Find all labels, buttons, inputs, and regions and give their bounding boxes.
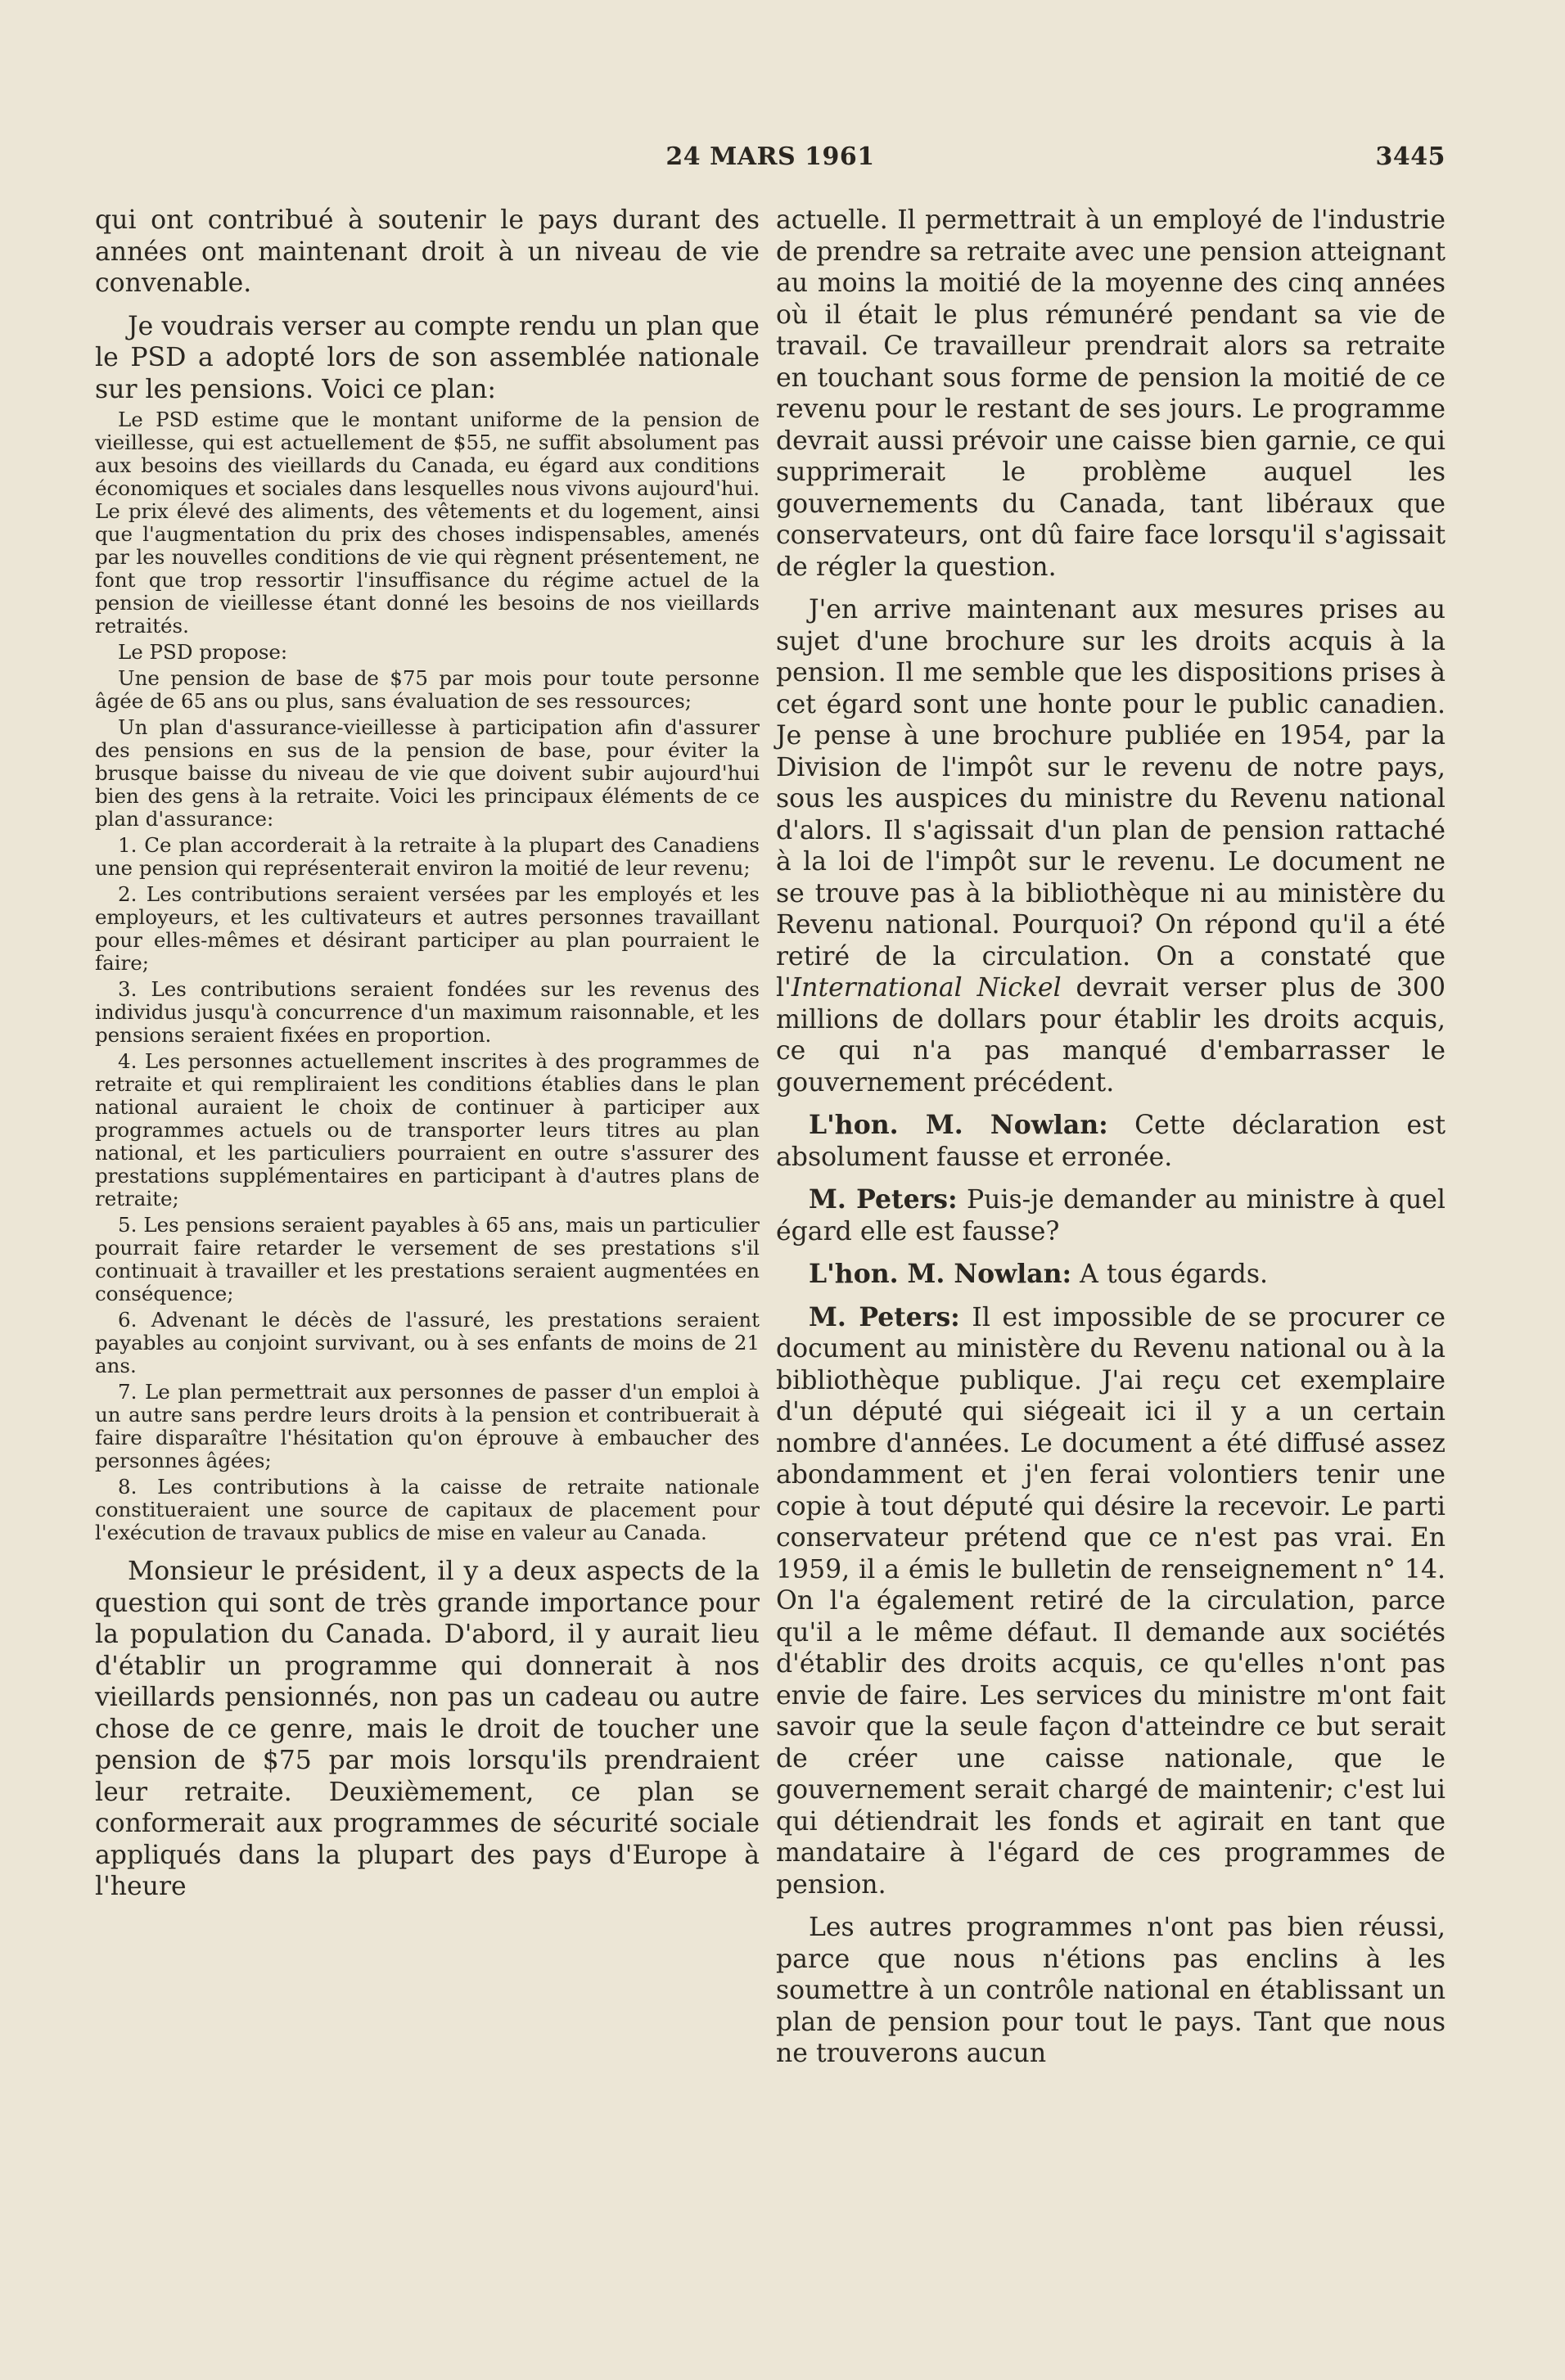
speech [776, 1259, 1445, 1291]
paragraph: Monsieur le président, il y a deux aspects de la question qui sont de très grande importance pour la population du Canada. D'abord, il y aurait lieu d'établir un programme qui donnerait à nos vieillards pensionnés, non pas un cadeau ou autre chose de ce genre, mais le droit de toucher une pension de $75 par mois lorsqu'ils prendraient leur retraite. Deuxièmement, ce plan se conformerait aux programmes de sécurité sociale appliqués dans la plupart des pays d'Europe à l'heure [95, 1557, 760, 1901]
quote-list-item: 4. Les personnes actuellement inscrites à des programmes de retraite et qui rempliraient les conditions établies dans le plan national auraient le choix de continuer à participer aux programmes actuels ou de transporter leurs titres au plan national, et les particuliers pourraient en outre s'assurer des prestations supplémentaires en participant à d'autres plans de retraite; [95, 1049, 760, 1210]
speech-text: A tous égards. [1071, 1260, 1269, 1289]
running-header [95, 142, 1445, 178]
quote-list-item: 1. Ce plan accorderait à la retraite à la plupart des Canadiens une pension qui représenterait environ la moitié de leur revenu; [95, 833, 760, 880]
quote-list-item: 6. Advenant le décès de l'assuré, les prestations seraient payables au conjoint survivant, ou à ses enfants de moins de 21 ans. [95, 1308, 760, 1377]
speaker-name: M. Peters: [809, 1301, 960, 1332]
paragraph [776, 594, 1445, 1098]
paragraph: qui ont contribué à soutenir le pays durant des années ont maintenant droit à un niveau de vie convenable. [95, 205, 760, 298]
italic-company-name: International Nickel [791, 973, 1062, 1003]
page-number: 3445 [1375, 142, 1445, 171]
quote-list-item: 3. Les contributions seraient fondées sur les revenus des individus jusqu'à concurrence d'un maximum raisonnable, et les pensions seraient fixées en proportion. [95, 977, 760, 1047]
quote-list-item: 2. Les contributions seraient versées par les employés et les employeurs, et les cultivateurs et autres personnes travaillant pour elles-mêmes et désirant participer au plan pourraient le faire; [95, 882, 760, 975]
quote-paragraph: Une pension de base de $75 par mois pour toute personne âgée de 65 ans ou plus, sans évaluation de ses ressources; [95, 666, 760, 713]
speaker-name: L'hon. M. Nowlan: [809, 1259, 1072, 1289]
speaker-name: M. Peters: [809, 1184, 958, 1215]
header-date: 24 MARS 1961 [665, 142, 875, 171]
quote-paragraph: Un plan d'assurance-vieillesse à participation afin d'assurer des pensions en sus de la pension de base, pour éviter la brusque baisse du niveau de vie que doivent subir aujourd'hui bien des gens à la retraite. Voici les principaux éléments de ce plan d'assurance: [95, 715, 760, 831]
quoted-plan [95, 408, 760, 1544]
speech-text: Puis-je demander au ministre à quel égard elle est fausse? [776, 1185, 1445, 1246]
quote-list-item: 7. Le plan permettrait aux personnes de passer d'un emploi à un autre sans perdre leurs droits à la pension et contribuerait à faire disparaître l'hésitation qu'on éprouve à embaucher des personnes âgées; [95, 1380, 760, 1472]
paragraph: Je voudrais verser au compte rendu un plan que le PSD a adopté lors de son assemblée nationale sur les pensions. Voici ce plan: [95, 311, 760, 404]
speech-text: Il est impossible de se procurer ce document au ministère du Revenu national ou à la bibliothèque publique. J'ai reçu cet exemplaire d'un député qui siégeait ici il y a un certain nombre d'années. Le document a été diffusé assez abondamment et j'en ferai volontiers tenir une copie à tout député qui désire la recevoir. Le parti conservateur prétend que ce n'est pas vrai. En 1959, il a émis le bulletin de renseignement n° 14. On l'a également retiré de la circulation, parce qu'il a le même défaut. Il demande aux sociétés d'établir des droits acquis, ce qu'elles n'ont pas envie de faire. Les services du ministre m'ont fait savoir que la seule façon d'atteindre ce but serait de créer une caisse nationale, que le gouvernement serait chargé de maintenir; c'est lui qui détiendrait les fonds et agirait en tant que mandataire à l'égard de ces programmes de pension. [776, 1302, 1446, 1900]
text-run: J'en arrive maintenant aux mesures prises au sujet d'une brochure sur les droits acquis à la pension. Il me semble que les dispositions prises à cet égard sont une honte pour le public canadien. Je pense à une brochure publiée en 1954, par la Division de l'impôt sur le revenu de notre pays, sous les auspices du ministre du Revenu national d'alors. Il s'agissait d'un plan de pension rattaché à la loi de l'impôt sur le revenu. Le document ne se trouve pas à la bibliothèque ni au ministère du Revenu national. Pourquoi? On répond qu'il a été retiré de la circulation. On a constaté que l' [776, 595, 1445, 1003]
speech [776, 1184, 1445, 1247]
speech-text: Cette déclaration est absolument fausse et erronée. [776, 1111, 1445, 1172]
paragraph: Les autres programmes n'ont pas bien réussi, parce que nous n'étions pas enclins à les soumettre à un contrôle national en établissant un plan de pension pour tout le pays. Tant que nous ne trouverons aucun [776, 1913, 1445, 2068]
quote-list-item: 8. Les contributions à la caisse de retraite nationale constitueraient une source de capitaux de placement pour l'exécution de travaux publics de mise en valeur au Canada. [95, 1475, 760, 1544]
speaker-name: L'hon. M. Nowlan: [809, 1110, 1108, 1140]
speech [776, 1110, 1445, 1173]
left-column [95, 205, 760, 1903]
right-column [776, 205, 1445, 2070]
speech [776, 1302, 1445, 1901]
quote-paragraph: Le PSD propose: [118, 640, 288, 664]
paragraph: actuelle. Il permettrait à un employé de l'industrie de prendre sa retraite avec une pension atteignant au moins la moitié de la moyenne des cinq années où il était le plus rémunéré pendant sa vie de travail. Ce travailleur prendrait alors sa retraite en touchant sous forme de pension la moitié de ce revenu pour le restant de ses jours. Le programme devrait aussi prévoir une caisse bien garnie, ce qui supprimerait le problème auquel les gouvernements du Canada, tant libéraux que conservateurs, ont dû faire face lorsqu'il s'agissait de régler la question. [776, 205, 1445, 582]
quote-paragraph: Le PSD estime que le montant uniforme de la pension de vieillesse, qui est actuellement de $55, ne suffit absolument pas aux besoins des vieillards du Canada, eu égard aux conditions économiques et sociales dans lesquelles nous vivons aujourd'hui. Le prix élevé des aliments, des vêtements et du logement, ainsi que l'augmentation du prix des choses indispensables, amenés par les nouvelles conditions de vie qui règnent présentement, ne font que trop ressortir l'insuffisance du régime actuel de la pension de vieillesse étant donné les besoins de nos vieillards retraités. [95, 408, 760, 638]
text-run: devrait verser plus de 300 millions de dollars pour établir les droits acquis, ce qui n'a pas manqué d'embarrasser le gouvernement précédent. [776, 973, 1446, 1098]
quote-list-item: 5. Les pensions seraient payables à 65 ans, mais un particulier pourrait faire retarder le versement de ses prestations s'il continuait à travailler et les prestations seraient augmentées en conséquence; [95, 1213, 760, 1305]
